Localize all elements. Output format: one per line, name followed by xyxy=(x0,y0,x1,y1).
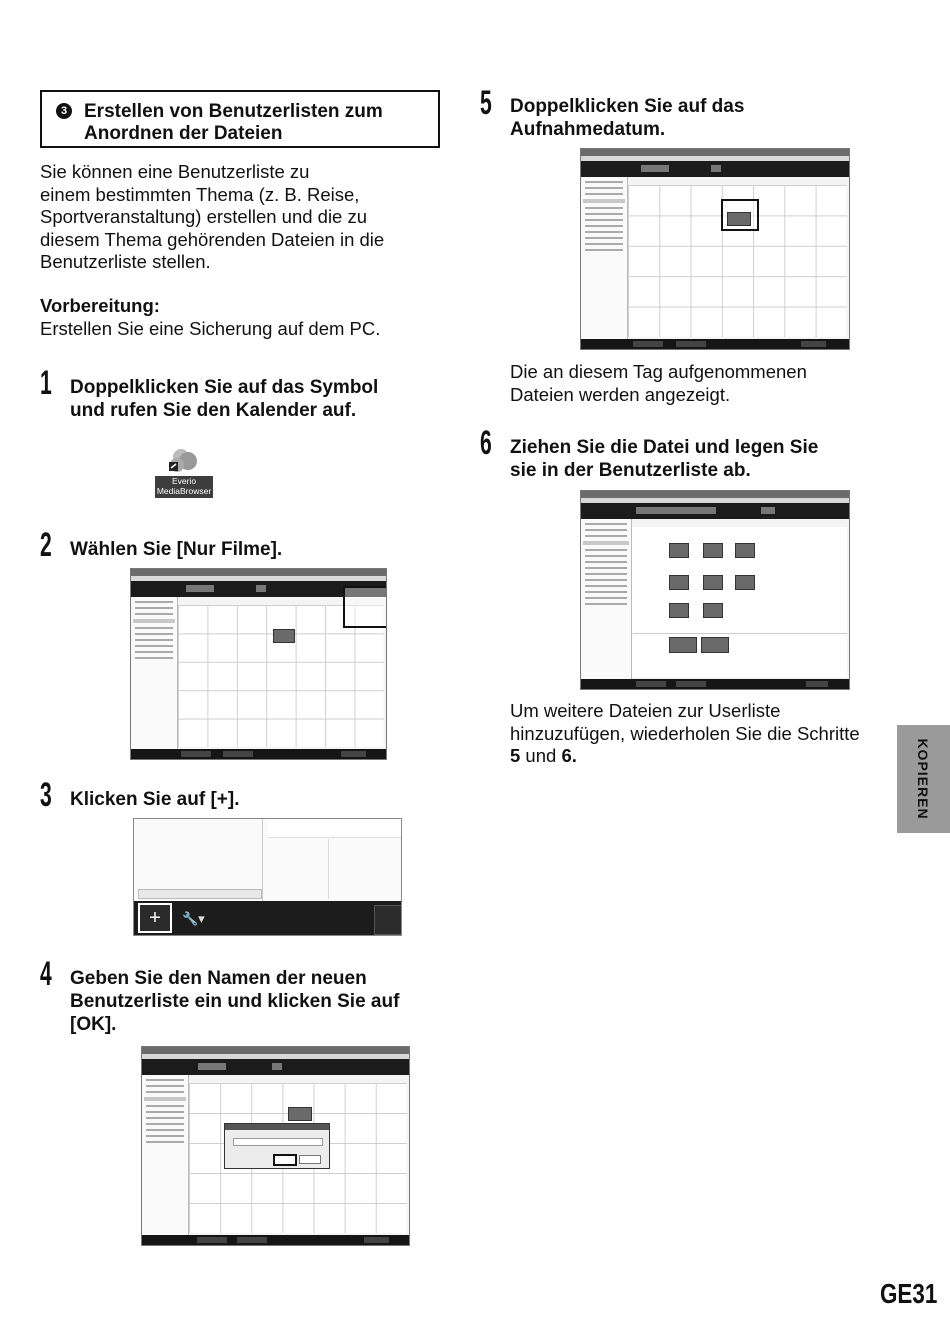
app-icon-label: Everio MediaBrowser xyxy=(156,476,212,496)
section-title: Erstellen von Benutzerlisten zum Anordnen der Dateien xyxy=(84,101,383,144)
add-list-button[interactable]: + xyxy=(138,903,172,933)
step-1-text: Doppelklicken Sie auf das Symbol und rufen Sie den Kalender auf. xyxy=(70,377,379,421)
ok-button[interactable] xyxy=(273,1154,297,1166)
new-list-dialog xyxy=(224,1123,330,1169)
step-4-number: 4 xyxy=(40,955,52,993)
step-5-screenshot xyxy=(580,148,850,350)
step-6-number: 6 xyxy=(480,424,492,462)
preparation-heading: Vorbereitung: xyxy=(40,295,160,316)
final-note: Um weitere Dateien zur Userliste hinzuzufügen, wiederholen Sie die Schritte 5 und 6. xyxy=(510,700,860,766)
tools-menu-icon[interactable]: 🔧▾ xyxy=(182,911,205,926)
chapter-tab xyxy=(897,725,950,833)
preparation-text: Erstellen Sie eine Sicherung auf dem PC. xyxy=(40,317,381,339)
step-6-text: Ziehen Sie die Datei und legen Sie sie in der Benutzerliste ab. xyxy=(510,437,819,481)
section-number: 3 xyxy=(56,103,72,119)
preparation xyxy=(40,295,450,340)
step-5-note: Die an diesem Tag aufgenommenen Dateien werden angezeigt. xyxy=(510,361,807,405)
chapter-tab-label: KOPIEREN xyxy=(915,738,931,820)
step-2-number: 2 xyxy=(40,526,52,564)
filter-highlight xyxy=(343,586,387,628)
cancel-button[interactable] xyxy=(299,1155,321,1164)
step-6-screenshot xyxy=(580,490,850,690)
section-header xyxy=(40,90,440,148)
step-1-number: 1 xyxy=(40,364,52,402)
step-4-text: Geben Sie den Namen der neuen Benutzerliste ein und klicken Sie auf [OK]. xyxy=(70,968,400,1035)
step-5-number: 5 xyxy=(480,84,492,122)
step-5-text: Doppelklicken Sie auf das Aufnahmedatum. xyxy=(510,96,745,140)
step-3-text: Klicken Sie auf [+]. xyxy=(70,789,240,810)
step-3-screenshot xyxy=(133,818,402,936)
step-3-number: 3 xyxy=(40,776,52,814)
step-4-screenshot xyxy=(141,1046,410,1246)
intro-paragraph: Sie können eine Benutzerliste zu einem bestimmten Thema (z. B. Reise, Sportveranstaltung) erstellen und die zu diesem Thema gehörenden Dateien in die Benutzerliste stellen. xyxy=(40,161,385,272)
step-2-text: Wählen Sie [Nur Filme]. xyxy=(70,539,283,560)
page-number: GE31 xyxy=(880,1278,938,1309)
everio-mediabrowser-icon[interactable] xyxy=(155,445,215,500)
app-logo-icon xyxy=(155,445,215,477)
step-2-screenshot xyxy=(130,568,387,760)
